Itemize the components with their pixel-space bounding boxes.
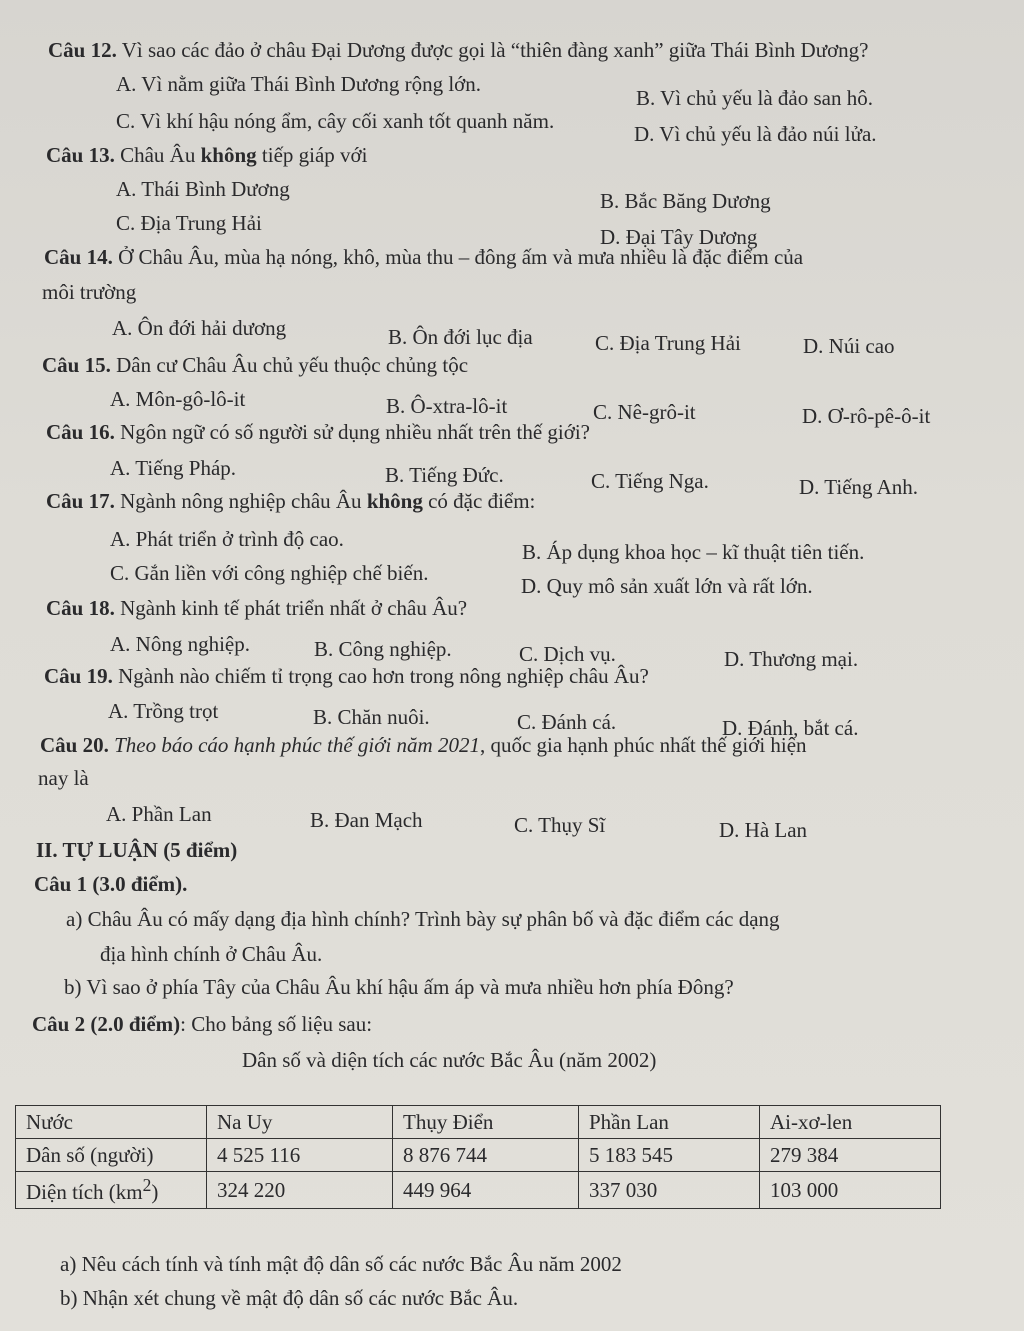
question-text: Vì sao các đảo ở châu Đại Dương được gọi là “thiên đàng xanh” giữa Thái Bình Dương? (121, 38, 869, 62)
question-number: Câu 12. (48, 38, 117, 62)
option-d: D. Đại Tây Dương (600, 225, 758, 249)
option-c: C. Nê-grô-it (593, 400, 696, 424)
essay-2b: b) Nhận xét chung về mật độ dân số các nước Bắc Âu. (60, 1286, 519, 1310)
option-c: C. Địa Trung Hải (595, 331, 741, 355)
question-number: Câu 13. (46, 143, 115, 167)
table-header-row (16, 1106, 941, 1139)
essay-1a-line2: địa hình chính ở Châu Âu. (100, 942, 323, 966)
question-text: Ngành nào chiếm tỉ trọng cao hơn trong nông nghiệp châu Âu? (118, 664, 649, 688)
option-d: D. Ơ-rô-pê-ô-it (802, 404, 931, 428)
question-20-continued: nay là (38, 766, 89, 790)
essay-2-title-bold: Câu 2 (2.0 điểm) (32, 1012, 181, 1036)
option-d: D. Đánh, bắt cá. (722, 716, 859, 740)
table-cell: 324 220 (207, 1172, 393, 1209)
option-d: D. Tiếng Anh. (799, 475, 919, 499)
option-a: A. Tiếng Pháp. (110, 456, 237, 480)
question-text: Ngôn ngữ có số người sử dụng nhiều nhất trên thế giới? (120, 420, 590, 444)
question-15 (42, 353, 468, 378)
question-19 (44, 664, 649, 689)
question-12 (48, 38, 869, 63)
table-header-cell: Nước (16, 1106, 207, 1139)
table-row-label: Dân số (người) (16, 1139, 207, 1172)
question-text-pre: Ngành nông nghiệp châu Âu (120, 489, 367, 513)
table-header-cell: Na Uy (207, 1106, 393, 1139)
question-number: Câu 15. (42, 353, 111, 377)
question-number: Câu 20. (40, 733, 109, 757)
option-c: C. Dịch vụ. (519, 642, 616, 666)
question-14-continued: môi trường (42, 280, 137, 304)
option-a: A. Ôn đới hải dương (112, 316, 287, 340)
table-title: Dân số và diện tích các nước Bắc Âu (năm 2002) (242, 1048, 657, 1072)
question-text: Ngành kinh tế phát triển nhất ở châu Âu? (120, 596, 468, 620)
question-text-bold: không (200, 143, 257, 167)
option-b: B. Bắc Băng Dương (600, 189, 771, 213)
area-label: Diện tích (km (26, 1180, 143, 1204)
table-header-cell: Ai-xơ-len (760, 1106, 941, 1139)
essay-1a-line1: a) Châu Âu có mấy dạng địa hình chính? Trình bày sự phân bố và đặc điểm các dạng (66, 907, 780, 931)
option-b: B. Đan Mạch (310, 808, 423, 832)
table-cell: 279 384 (760, 1139, 941, 1172)
option-c: C. Vì khí hậu nóng ẩm, cây cối xanh tốt quanh năm. (116, 109, 555, 133)
option-b: B. Công nghiệp. (314, 637, 452, 661)
option-b: B. Chăn nuôi. (313, 705, 430, 729)
option-c: C. Địa Trung Hải (116, 211, 262, 235)
question-text-bold: không (366, 489, 423, 513)
option-c: C. Gắn liền với công nghiệp chế biến. (110, 561, 429, 585)
table-header-cell: Thụy Điển (393, 1106, 579, 1139)
question-text-post: có đặc điểm: (422, 489, 536, 513)
table-cell: 8 876 744 (393, 1139, 579, 1172)
question-number: Câu 19. (44, 664, 113, 688)
table-cell: 4 525 116 (207, 1139, 393, 1172)
question-text-pre: Châu Âu (120, 143, 201, 167)
question-text-post: tiếp giáp với (256, 143, 368, 167)
question-text: Dân cư Châu Âu chủ yếu thuộc chủng tộc (116, 353, 469, 377)
table-row-label (16, 1172, 207, 1209)
option-c: C. Thụy Sĩ (514, 813, 606, 837)
option-b: B. Ôn đới lục địa (388, 325, 533, 349)
table-cell: 337 030 (579, 1172, 760, 1209)
option-d: D. Quy mô sản xuất lớn và rất lớn. (521, 574, 813, 598)
essay-1-title: Câu 1 (3.0 điểm). (34, 872, 188, 896)
table-cell: 103 000 (760, 1172, 941, 1209)
question-16 (46, 420, 590, 445)
table-row (16, 1172, 941, 1209)
option-b: B. Áp dụng khoa học – kĩ thuật tiên tiến. (522, 540, 865, 564)
option-b: B. Vì chủ yếu là đảo san hô. (636, 86, 873, 110)
question-number: Câu 16. (46, 420, 115, 444)
essay-2-title (32, 1012, 372, 1037)
option-a: A. Vì nằm giữa Thái Bình Dương rộng lớn. (116, 72, 482, 96)
option-d: D. Vì chủ yếu là đảo núi lửa. (634, 122, 877, 146)
essay-2a: a) Nêu cách tính và tính mật độ dân số các nước Bắc Âu năm 2002 (60, 1252, 622, 1276)
question-20 (40, 733, 807, 758)
option-a: A. Trồng trọt (108, 699, 219, 723)
option-a: A. Phần Lan (106, 802, 212, 826)
question-text-post: , quốc gia hạnh phúc nhất thế giới hiện (479, 733, 807, 757)
option-d: D. Núi cao (803, 334, 895, 358)
population-table (15, 1105, 941, 1209)
option-a: A. Thái Bình Dương (116, 177, 290, 201)
question-17 (46, 489, 535, 514)
option-b: B. Ô-xtra-lô-it (386, 394, 508, 418)
question-14 (44, 245, 803, 270)
essay-2-title-post: : Cho bảng số liệu sau: (180, 1012, 373, 1036)
table-row (16, 1139, 941, 1172)
question-text-italic: Theo báo cáo hạnh phúc thế giới năm 2021 (114, 733, 480, 757)
option-c: C. Tiếng Nga. (591, 469, 709, 493)
table-cell: 449 964 (393, 1172, 579, 1209)
question-text: Ở Châu Âu, mùa hạ nóng, khô, mùa thu – đông ấm và mưa nhiều là đặc điểm của (118, 245, 804, 269)
option-d: D. Hà Lan (719, 818, 808, 842)
option-c: C. Đánh cá. (517, 710, 617, 734)
option-a: A. Môn-gô-lô-it (110, 387, 246, 411)
question-number: Câu 14. (44, 245, 113, 269)
table-cell: 5 183 545 (579, 1139, 760, 1172)
area-label-post: ) (151, 1180, 159, 1204)
question-18 (46, 596, 467, 621)
essay-1b: b) Vì sao ở phía Tây của Châu Âu khí hậu ấm áp và mưa nhiều hơn phía Đông? (64, 975, 734, 999)
question-number: Câu 18. (46, 596, 115, 620)
option-d: D. Thương mại. (724, 647, 859, 671)
option-b: B. Tiếng Đức. (385, 463, 504, 487)
section-heading: II. TỰ LUẬN (5 điểm) (36, 838, 238, 862)
area-label-sup: 2 (142, 1175, 152, 1195)
question-number: Câu 17. (46, 489, 115, 513)
table-header-cell: Phần Lan (579, 1106, 760, 1139)
option-a: A. Nông nghiệp. (110, 632, 250, 656)
option-a: A. Phát triển ở trình độ cao. (110, 527, 344, 551)
question-13 (46, 143, 368, 168)
